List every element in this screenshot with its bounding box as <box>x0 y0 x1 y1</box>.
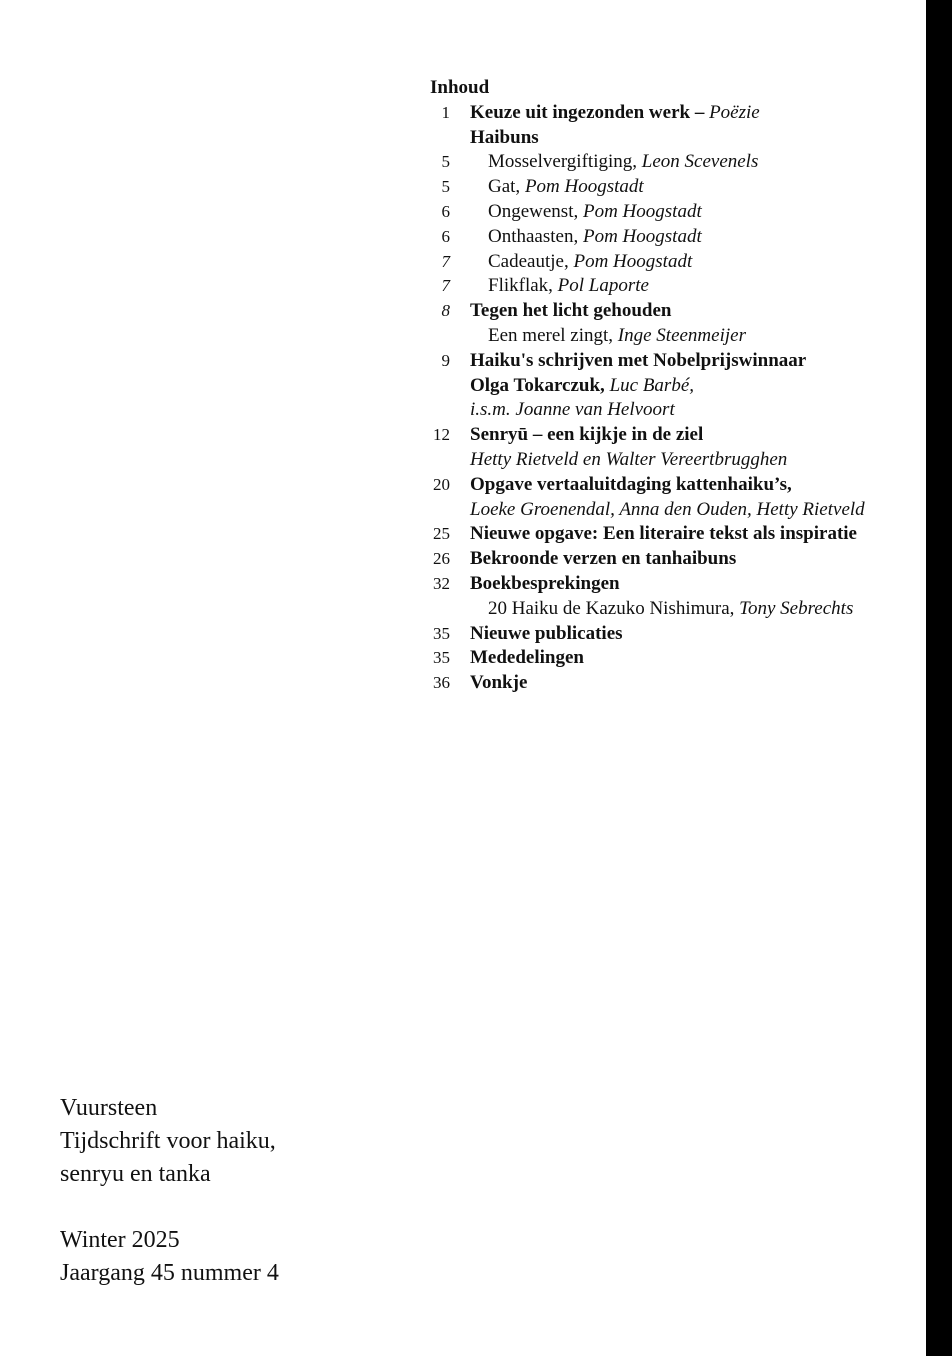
toc-entry <box>430 200 910 225</box>
toc-entry-text <box>488 175 644 200</box>
toc-entry <box>430 597 910 622</box>
toc-entry <box>430 398 910 423</box>
spacer <box>60 1191 279 1224</box>
toc-author: Leon Scevenels <box>641 151 759 173</box>
toc-page-number: 8 <box>441 301 450 321</box>
toc-entry <box>430 126 910 151</box>
toc-entry <box>430 250 910 275</box>
toc-title: Opgave vertaaluitdaging kattenhaiku’s, <box>470 473 792 495</box>
toc-page-number: 35 <box>433 648 450 668</box>
toc-title: Haibuns <box>470 126 539 148</box>
toc-page-number: 25 <box>433 524 450 544</box>
toc-title: Nieuwe opgave: Een literaire tekst als inspiratie <box>470 523 857 545</box>
toc-entry-text <box>470 349 806 374</box>
toc-author: Pom Hoogstadt <box>573 250 693 272</box>
toc-entry-text <box>470 374 694 399</box>
toc-entry <box>430 225 910 250</box>
toc-title: Ongewenst, <box>488 200 583 222</box>
toc-author: Inge Steenmeijer <box>617 324 746 346</box>
toc-entry-text <box>488 200 702 225</box>
toc-entry-text <box>470 622 623 647</box>
toc-entry-text <box>470 547 736 572</box>
toc-entry-text <box>470 101 760 126</box>
toc-entry <box>430 150 910 175</box>
toc-entry <box>430 423 910 448</box>
toc-entry-text <box>470 671 527 696</box>
toc-title: Keuze uit ingezonden werk – <box>470 101 710 123</box>
toc-entry <box>430 473 910 498</box>
toc-entry-text <box>470 126 539 151</box>
toc-title: Onthaasten, <box>488 225 583 247</box>
toc-author: Pom Hoogstadt <box>582 200 702 222</box>
toc-page-number: 36 <box>433 673 450 693</box>
toc-entry <box>430 671 910 696</box>
magazine-title: Vuursteen <box>60 1095 158 1121</box>
toc-entry <box>430 622 910 647</box>
toc-entry-text <box>488 597 853 622</box>
toc-page-number: 12 <box>433 425 450 445</box>
toc-author: Poëzie <box>709 101 760 123</box>
toc-entry-text <box>488 225 702 250</box>
toc-heading: Inhoud <box>430 77 490 98</box>
toc-page-number: 9 <box>441 350 450 370</box>
toc-entry <box>430 175 910 200</box>
toc-page-number: 35 <box>433 623 450 643</box>
page-edge-bar <box>926 0 952 1356</box>
toc-page-number: 32 <box>433 573 450 593</box>
toc-title: Nieuwe publicaties <box>470 622 623 644</box>
magazine-subtitle-line1: Tijdschrift voor haiku, <box>60 1128 276 1154</box>
toc-entry <box>430 646 910 671</box>
toc-page-number: 26 <box>433 549 450 569</box>
toc-title: Vonkje <box>470 672 528 694</box>
toc-page-number: 20 <box>433 474 450 494</box>
toc-page-number: 5 <box>441 177 450 197</box>
table-of-contents <box>430 76 910 696</box>
toc-entry-text <box>488 250 692 275</box>
toc-title: Gat, <box>488 176 525 198</box>
toc-entry <box>430 374 910 399</box>
toc-entry <box>430 274 910 299</box>
toc-title: Olga Tokarczuk, <box>470 374 610 396</box>
toc-author: Pom Hoogstadt <box>582 225 702 247</box>
toc-title: Senryū – een kijkje in de ziel <box>470 424 704 446</box>
toc-entry <box>430 101 910 126</box>
toc-author: Hetty Rietveld en Walter Vereertbrugghen <box>470 448 788 470</box>
toc-title: Flikflak, <box>488 275 558 297</box>
toc-entry <box>430 299 910 324</box>
toc-title: Tegen het licht gehouden <box>470 300 672 322</box>
toc-author: Loeke Groenendal, Anna den Ouden, Hetty Rietveld <box>470 498 865 520</box>
toc-entry-text <box>488 274 649 299</box>
toc-title: Mededelingen <box>470 647 584 669</box>
toc-entry-text <box>470 498 865 523</box>
toc-list <box>430 101 910 696</box>
toc-entry-text <box>470 398 675 423</box>
toc-page-number: 7 <box>441 276 450 296</box>
colophon <box>60 1092 279 1290</box>
toc-entry <box>430 349 910 374</box>
toc-entry-text <box>488 324 746 349</box>
toc-author: i.s.m. Joanne van Helvoort <box>470 399 675 421</box>
toc-entry-text <box>470 646 584 671</box>
toc-entry <box>430 498 910 523</box>
toc-entry <box>430 522 910 547</box>
toc-page-number: 6 <box>441 201 450 221</box>
toc-entry-text <box>470 572 620 597</box>
toc-title: Boekbesprekingen <box>470 572 620 594</box>
toc-title: Haiku's schrijven met Nobelprijswinnaar <box>470 349 807 371</box>
toc-entry-text <box>470 299 671 324</box>
toc-entry-text <box>470 522 857 547</box>
toc-author: Tony Sebrechts <box>739 597 854 619</box>
toc-title: Mosselvergiftiging, <box>488 151 642 173</box>
toc-entry-text <box>470 473 792 498</box>
magazine-subtitle-line2: senryu en tanka <box>60 1161 211 1187</box>
issue-volume: Jaargang 45 nummer 4 <box>60 1260 279 1286</box>
toc-title: Cadeautje, <box>488 250 574 272</box>
toc-title: Bekroonde verzen en tanhaibuns <box>470 548 737 570</box>
toc-author: Pol Laporte <box>557 275 649 297</box>
toc-author: Luc Barbé, <box>609 374 694 396</box>
toc-page-number: 5 <box>441 152 450 172</box>
toc-entry <box>430 448 910 473</box>
toc-page-number: 6 <box>441 226 450 246</box>
toc-title: 20 Haiku de Kazuko Nishimura, <box>488 597 740 619</box>
toc-author: Pom Hoogstadt <box>524 176 644 198</box>
toc-entry-text <box>470 448 787 473</box>
issue-season: Winter 2025 <box>60 1227 180 1253</box>
toc-entry <box>430 547 910 572</box>
toc-title: Een merel zingt, <box>488 324 618 346</box>
toc-entry-text <box>488 150 758 175</box>
toc-entry <box>430 324 910 349</box>
toc-page-number: 1 <box>441 102 450 122</box>
toc-entry-text <box>470 423 703 448</box>
toc-entry <box>430 572 910 597</box>
toc-page-number: 7 <box>441 251 450 271</box>
